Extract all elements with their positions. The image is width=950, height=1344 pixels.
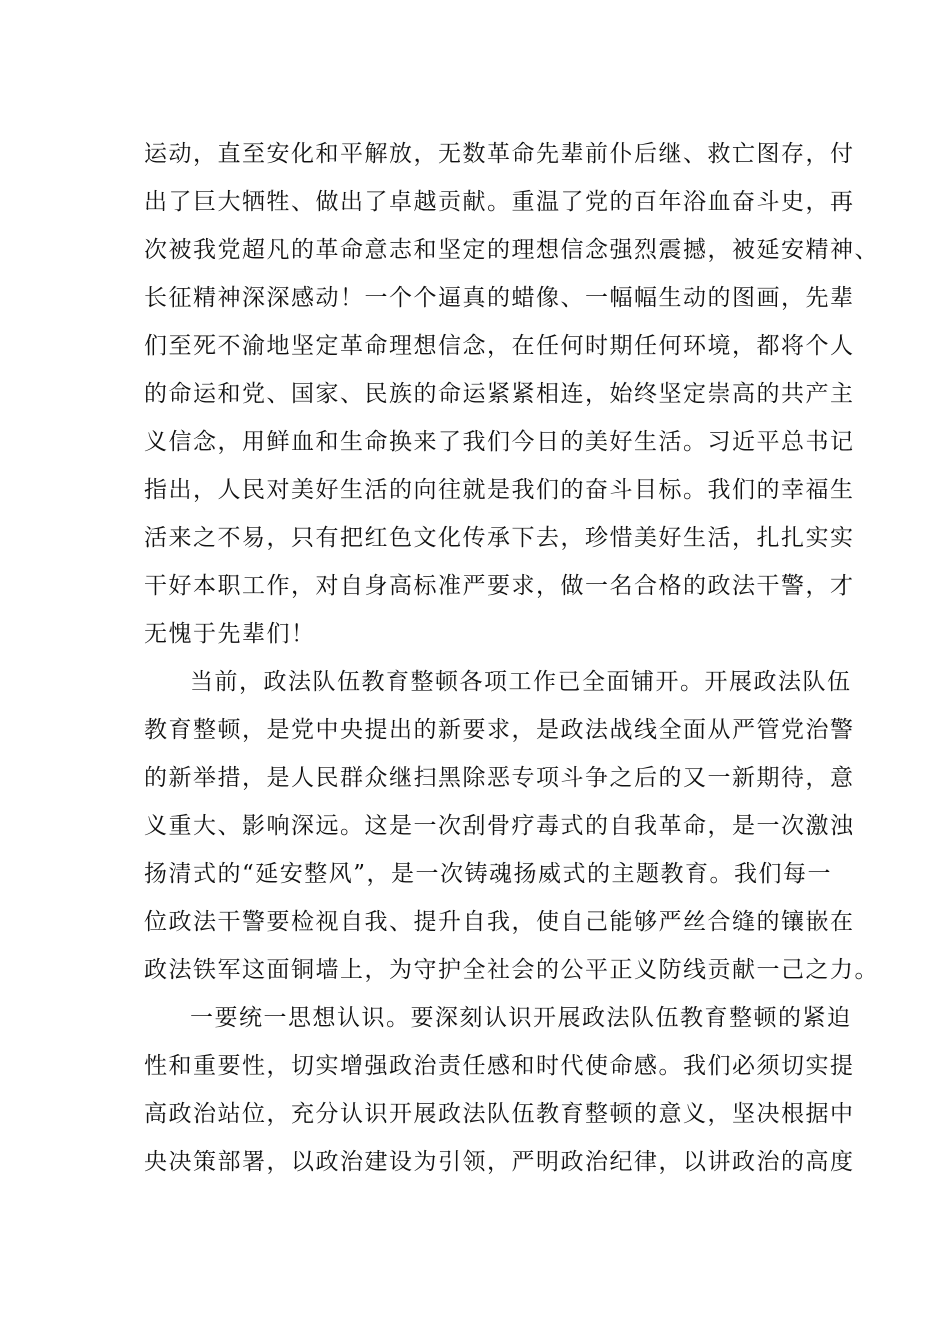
text-line: 政法铁军这面铜墙上，为守护全社会的公平正义防线贡献一己之力。 bbox=[144, 957, 879, 983]
text-line: 位政法干警要检视自我、提升自我，使自己能够严丝合缝的镶嵌在 bbox=[144, 909, 855, 935]
text-line: 出了巨大牺牲、做出了卓越贡献。重温了党的百年浴血奋斗史，再 bbox=[144, 189, 855, 215]
text-line: 义信念，用鲜血和生命换来了我们今日的美好生活。习近平总书记 bbox=[144, 429, 855, 455]
text-line: 们至死不渝地坚定革命理想信念，在任何时期任何环境，都将个人 bbox=[144, 333, 855, 359]
text-line: 干好本职工作，对自身高标准严要求，做一名合格的政法干警，才 bbox=[144, 573, 855, 599]
text-line: 央决策部署，以政治建设为引领，严明政治纪律，以讲政治的高度 bbox=[144, 1149, 855, 1175]
paragraph-start-line: 当前，政法队伍教育整顿各项工作已全面铺开。开展政法队伍 bbox=[190, 669, 852, 695]
paragraph-start-line: 一要统一思想认识。要深刻认识开展政法队伍教育整顿的紧迫 bbox=[190, 1005, 852, 1031]
text-line: 性和重要性，切实增强政治责任感和时代使命感。我们必须切实提 bbox=[144, 1053, 855, 1079]
text-line: 活来之不易，只有把红色文化传承下去，珍惜美好生活，扎扎实实 bbox=[144, 525, 855, 551]
text-line: 教育整顿，是党中央提出的新要求，是政法战线全面从严管党治警 bbox=[144, 717, 855, 743]
text-line: 的命运和党、国家、民族的命运紧紧相连，始终坚定崇高的共产主 bbox=[144, 381, 855, 407]
text-line: 义重大、影响深远。这是一次刮骨疗毒式的自我革命，是一次激浊 bbox=[144, 813, 855, 839]
text-line: 运动，直至安化和平解放，无数革命先辈前仆后继、救亡图存，付 bbox=[144, 141, 855, 167]
text-line: 扬清式的“延安整风”，是一次铸魂扬威式的主题教育。我们每一 bbox=[144, 861, 833, 887]
text-line: 无愧于先辈们！ bbox=[144, 621, 316, 647]
text-line: 指出，人民对美好生活的向往就是我们的奋斗目标。我们的幸福生 bbox=[144, 477, 855, 503]
text-line: 长征精神深深感动！一个个逼真的蜡像、一幅幅生动的图画，先辈 bbox=[144, 285, 855, 311]
text-line: 高政治站位，充分认识开展政法队伍教育整顿的意义，坚决根据中 bbox=[144, 1101, 855, 1127]
text-line: 次被我党超凡的革命意志和坚定的理想信念强烈震撼，被延安精神、 bbox=[144, 237, 879, 263]
text-line: 的新举措，是人民群众继扫黑除恶专项斗争之后的又一新期待，意 bbox=[144, 765, 855, 791]
